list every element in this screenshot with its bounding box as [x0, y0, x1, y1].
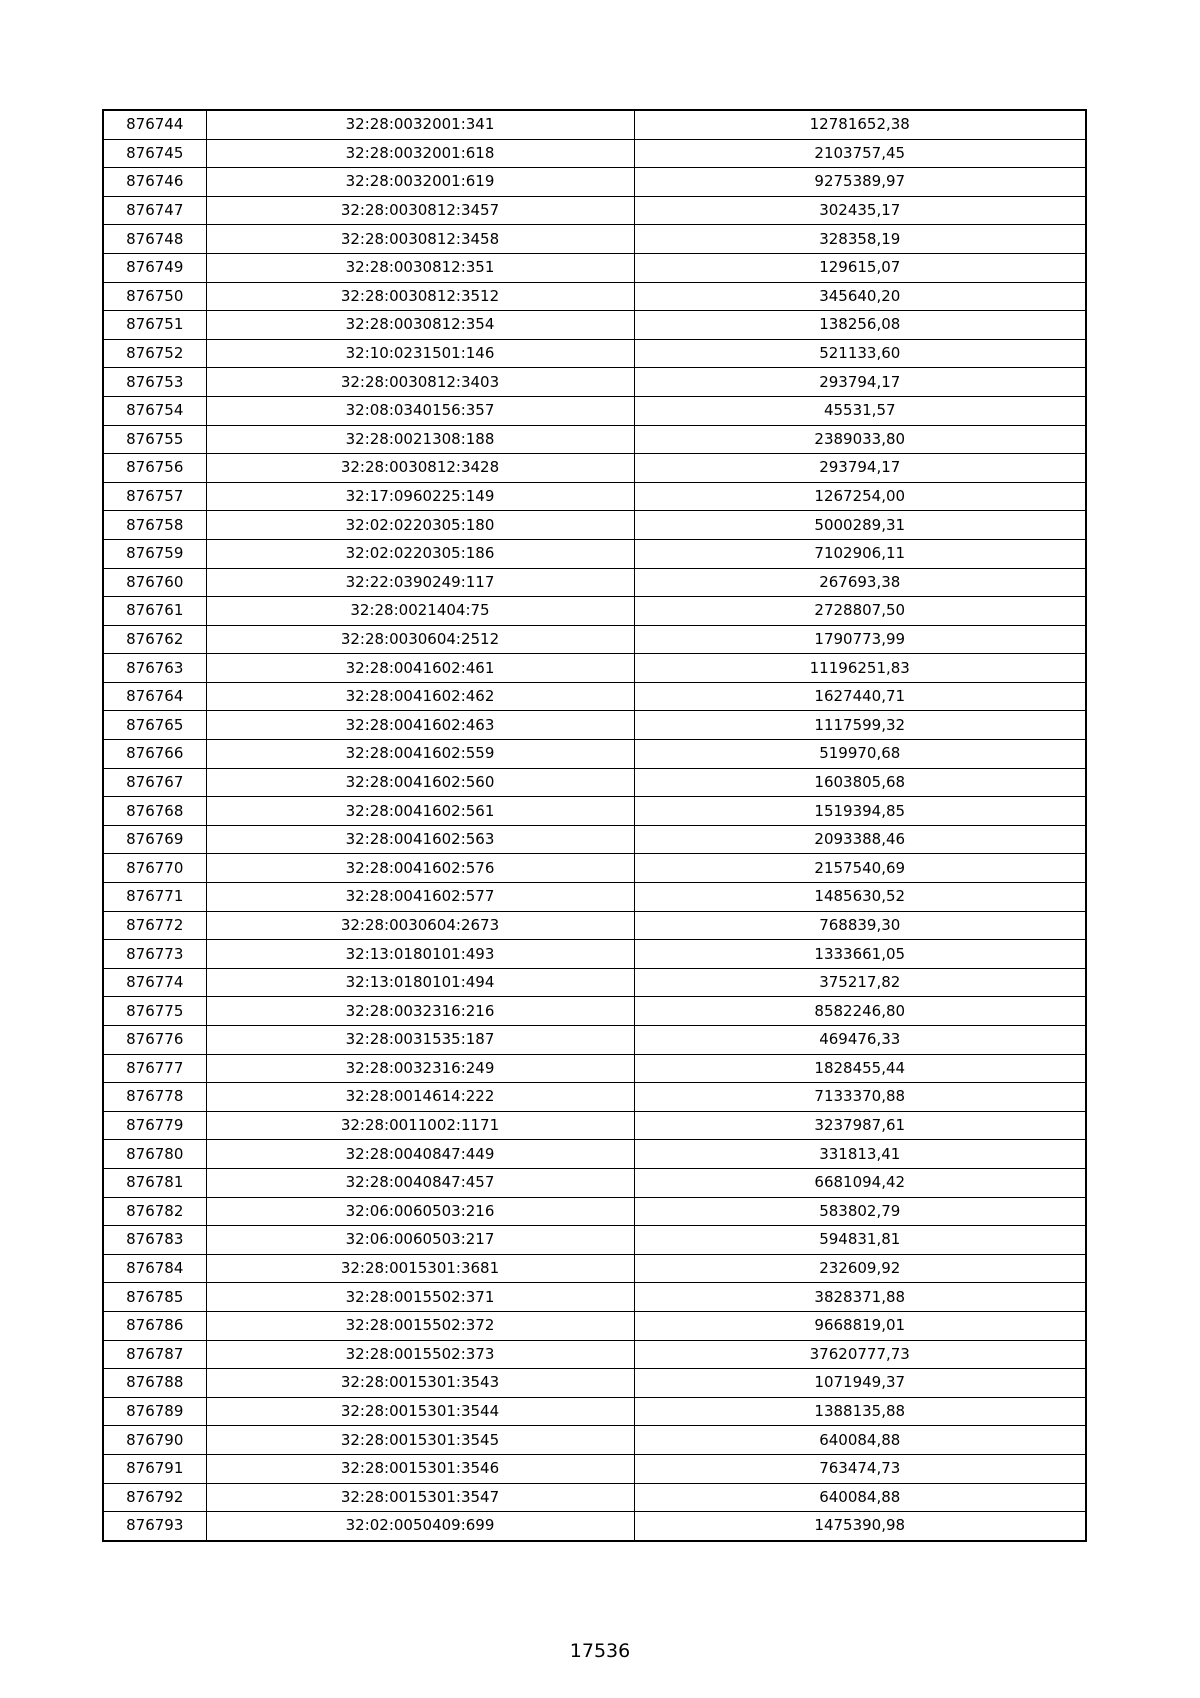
table-row [103, 825, 1086, 854]
cadastral-value-cell: 302435,17 [634, 196, 1086, 225]
row-id-cell: 876776 [103, 1026, 206, 1055]
cadastral-value-cell: 594831,81 [634, 1226, 1086, 1255]
row-id-cell: 876747 [103, 196, 206, 225]
cadastral-number-cell: 32:28:0015301:3545 [206, 1426, 634, 1455]
row-id-cell: 876782 [103, 1197, 206, 1226]
row-id-cell: 876763 [103, 654, 206, 683]
cadastral-value-cell: 2103757,45 [634, 139, 1086, 168]
table-row [103, 168, 1086, 197]
table-row [103, 797, 1086, 826]
row-id-cell: 876768 [103, 797, 206, 826]
table-row [103, 110, 1086, 139]
cadastral-value-cell: 6681094,42 [634, 1168, 1086, 1197]
cadastral-value-cell: 640084,88 [634, 1483, 1086, 1512]
cadastral-value-cell: 583802,79 [634, 1197, 1086, 1226]
page-number: 17536 [569, 1640, 631, 1662]
row-id-cell: 876746 [103, 168, 206, 197]
cadastral-number-cell: 32:28:0041602:577 [206, 883, 634, 912]
cadastral-number-cell: 32:28:0041602:561 [206, 797, 634, 826]
cadastral-number-cell: 32:13:0180101:493 [206, 940, 634, 969]
cadastral-number-cell: 32:28:0040847:449 [206, 1140, 634, 1169]
table-row [103, 1426, 1086, 1455]
row-id-cell: 876785 [103, 1283, 206, 1312]
table-row [103, 425, 1086, 454]
cadastral-value-cell: 7133370,88 [634, 1083, 1086, 1112]
cadastral-value-cell: 2157540,69 [634, 854, 1086, 883]
row-id-cell: 876771 [103, 883, 206, 912]
cadastral-number-cell: 32:28:0040847:457 [206, 1168, 634, 1197]
cadastral-value-cell: 3237987,61 [634, 1111, 1086, 1140]
cadastral-number-cell: 32:28:0041602:461 [206, 654, 634, 683]
cadastral-value-cell: 519970,68 [634, 740, 1086, 769]
table-row [103, 597, 1086, 626]
row-id-cell: 876790 [103, 1426, 206, 1455]
row-id-cell: 876772 [103, 911, 206, 940]
row-id-cell: 876774 [103, 968, 206, 997]
cadastral-number-cell: 32:10:0231501:146 [206, 339, 634, 368]
cadastral-number-cell: 32:28:0032316:216 [206, 997, 634, 1026]
cadastral-number-cell: 32:28:0030812:3512 [206, 282, 634, 311]
cadastral-value-cell: 1071949,37 [634, 1369, 1086, 1398]
table-row [103, 139, 1086, 168]
row-id-cell: 876760 [103, 568, 206, 597]
row-id-cell: 876791 [103, 1454, 206, 1483]
row-id-cell: 876745 [103, 139, 206, 168]
row-id-cell: 876773 [103, 940, 206, 969]
table-row [103, 654, 1086, 683]
table-row [103, 682, 1086, 711]
table-row [103, 1083, 1086, 1112]
cadastral-value-cell: 1790773,99 [634, 625, 1086, 654]
cadastral-number-cell: 32:28:0015301:3543 [206, 1369, 634, 1398]
cadastral-number-cell: 32:28:0015502:373 [206, 1340, 634, 1369]
row-id-cell: 876780 [103, 1140, 206, 1169]
table-row [103, 1397, 1086, 1426]
cadastral-number-cell: 32:28:0030812:3403 [206, 368, 634, 397]
table-row [103, 368, 1086, 397]
cadastral-number-cell: 32:28:0032001:618 [206, 139, 634, 168]
table-body [103, 110, 1086, 1541]
cadastral-value-cell: 129615,07 [634, 253, 1086, 282]
cadastral-number-cell: 32:28:0030812:3428 [206, 454, 634, 483]
cadastral-value-cell: 768839,30 [634, 911, 1086, 940]
row-id-cell: 876781 [103, 1168, 206, 1197]
table-row [103, 311, 1086, 340]
table-row [103, 253, 1086, 282]
table-row [103, 454, 1086, 483]
row-id-cell: 876767 [103, 768, 206, 797]
cadastral-value-cell: 293794,17 [634, 454, 1086, 483]
cadastral-number-cell: 32:28:0030604:2673 [206, 911, 634, 940]
row-id-cell: 876751 [103, 311, 206, 340]
row-id-cell: 876755 [103, 425, 206, 454]
row-id-cell: 876762 [103, 625, 206, 654]
cadastral-value-cell: 1627440,71 [634, 682, 1086, 711]
cadastral-number-cell: 32:28:0041602:576 [206, 854, 634, 883]
cadastral-value-cell: 375217,82 [634, 968, 1086, 997]
cadastral-number-cell: 32:28:0041602:559 [206, 740, 634, 769]
table-row [103, 568, 1086, 597]
table-row [103, 539, 1086, 568]
cadastral-number-cell: 32:08:0340156:357 [206, 396, 634, 425]
table-row [103, 911, 1086, 940]
cadastral-value-cell: 2093388,46 [634, 825, 1086, 854]
cadastral-value-cell: 640084,88 [634, 1426, 1086, 1455]
table-row [103, 997, 1086, 1026]
cadastral-number-cell: 32:28:0032001:619 [206, 168, 634, 197]
cadastral-value-cell: 11196251,83 [634, 654, 1086, 683]
table-row [103, 282, 1086, 311]
cadastral-number-cell: 32:06:0060503:216 [206, 1197, 634, 1226]
cadastral-value-cell: 1485630,52 [634, 883, 1086, 912]
cadastral-number-cell: 32:28:0041602:463 [206, 711, 634, 740]
table-row [103, 482, 1086, 511]
cadastral-number-cell: 32:28:0041602:560 [206, 768, 634, 797]
row-id-cell: 876744 [103, 110, 206, 139]
cadastral-value-cell: 1267254,00 [634, 482, 1086, 511]
row-id-cell: 876752 [103, 339, 206, 368]
cadastral-value-cell: 232609,92 [634, 1254, 1086, 1283]
cadastral-number-cell: 32:28:0014614:222 [206, 1083, 634, 1112]
table-row [103, 1226, 1086, 1255]
cadastral-value-cell: 12781652,38 [634, 110, 1086, 139]
row-id-cell: 876750 [103, 282, 206, 311]
table-row [103, 883, 1086, 912]
row-id-cell: 876777 [103, 1054, 206, 1083]
cadastral-value-cell: 763474,73 [634, 1454, 1086, 1483]
table-row [103, 1254, 1086, 1283]
table-row [103, 1111, 1086, 1140]
table-row [103, 740, 1086, 769]
cadastral-value-table [102, 109, 1087, 1542]
table-row [103, 1140, 1086, 1169]
row-id-cell: 876757 [103, 482, 206, 511]
row-id-cell: 876779 [103, 1111, 206, 1140]
cadastral-value-cell: 5000289,31 [634, 511, 1086, 540]
table-row [103, 768, 1086, 797]
table-row [103, 1483, 1086, 1512]
cadastral-number-cell: 32:28:0032316:249 [206, 1054, 634, 1083]
row-id-cell: 876769 [103, 825, 206, 854]
cadastral-number-cell: 32:28:0030812:3457 [206, 196, 634, 225]
row-id-cell: 876765 [103, 711, 206, 740]
table-row [103, 625, 1086, 654]
cadastral-number-cell: 32:28:0015502:371 [206, 1283, 634, 1312]
table-row [103, 1054, 1086, 1083]
row-id-cell: 876759 [103, 539, 206, 568]
cadastral-number-cell: 32:02:0050409:699 [206, 1512, 634, 1541]
row-id-cell: 876770 [103, 854, 206, 883]
cadastral-value-cell: 9275389,97 [634, 168, 1086, 197]
cadastral-value-cell: 1333661,05 [634, 940, 1086, 969]
row-id-cell: 876788 [103, 1369, 206, 1398]
cadastral-value-cell: 1519394,85 [634, 797, 1086, 826]
cadastral-number-cell: 32:28:0015301:3544 [206, 1397, 634, 1426]
table-row [103, 854, 1086, 883]
cadastral-number-cell: 32:13:0180101:494 [206, 968, 634, 997]
table-row [103, 940, 1086, 969]
row-id-cell: 876786 [103, 1311, 206, 1340]
cadastral-value-cell: 469476,33 [634, 1026, 1086, 1055]
table-row [103, 1168, 1086, 1197]
cadastral-number-cell: 32:17:0960225:149 [206, 482, 634, 511]
cadastral-number-cell: 32:28:0015301:3547 [206, 1483, 634, 1512]
row-id-cell: 876748 [103, 225, 206, 254]
cadastral-number-cell: 32:28:0030812:3458 [206, 225, 634, 254]
table-row [103, 1283, 1086, 1312]
cadastral-number-cell: 32:28:0015301:3681 [206, 1254, 634, 1283]
cadastral-value-cell: 8582246,80 [634, 997, 1086, 1026]
cadastral-value-cell: 267693,38 [634, 568, 1086, 597]
cadastral-value-cell: 9668819,01 [634, 1311, 1086, 1340]
cadastral-number-cell: 32:28:0015301:3546 [206, 1454, 634, 1483]
cadastral-value-cell: 138256,08 [634, 311, 1086, 340]
row-id-cell: 876749 [103, 253, 206, 282]
table-row [103, 1026, 1086, 1055]
cadastral-value-cell: 2728807,50 [634, 597, 1086, 626]
cadastral-number-cell: 32:06:0060503:217 [206, 1226, 634, 1255]
cadastral-number-cell: 32:28:0041602:462 [206, 682, 634, 711]
row-id-cell: 876758 [103, 511, 206, 540]
cadastral-number-cell: 32:28:0021308:188 [206, 425, 634, 454]
cadastral-number-cell: 32:28:0032001:341 [206, 110, 634, 139]
cadastral-value-cell: 1475390,98 [634, 1512, 1086, 1541]
table-row [103, 711, 1086, 740]
cadastral-value-cell: 1388135,88 [634, 1397, 1086, 1426]
row-id-cell: 876764 [103, 682, 206, 711]
cadastral-number-cell: 32:28:0021404:75 [206, 597, 634, 626]
table-row [103, 1512, 1086, 1541]
table-row [103, 511, 1086, 540]
row-id-cell: 876784 [103, 1254, 206, 1283]
row-id-cell: 876775 [103, 997, 206, 1026]
cadastral-value-cell: 37620777,73 [634, 1340, 1086, 1369]
cadastral-value-cell: 2389033,80 [634, 425, 1086, 454]
row-id-cell: 876754 [103, 396, 206, 425]
table-row [103, 1369, 1086, 1398]
cadastral-number-cell: 32:02:0220305:180 [206, 511, 634, 540]
row-id-cell: 876787 [103, 1340, 206, 1369]
row-id-cell: 876793 [103, 1512, 206, 1541]
table-row [103, 196, 1086, 225]
cadastral-value-cell: 1828455,44 [634, 1054, 1086, 1083]
cadastral-value-cell: 345640,20 [634, 282, 1086, 311]
table-row [103, 396, 1086, 425]
row-id-cell: 876783 [103, 1226, 206, 1255]
row-id-cell: 876789 [103, 1397, 206, 1426]
row-id-cell: 876761 [103, 597, 206, 626]
cadastral-number-cell: 32:28:0030604:2512 [206, 625, 634, 654]
row-id-cell: 876753 [103, 368, 206, 397]
cadastral-number-cell: 32:22:0390249:117 [206, 568, 634, 597]
cadastral-value-cell: 3828371,88 [634, 1283, 1086, 1312]
table-row [103, 1340, 1086, 1369]
cadastral-value-cell: 521133,60 [634, 339, 1086, 368]
table-row [103, 1454, 1086, 1483]
cadastral-value-cell: 1603805,68 [634, 768, 1086, 797]
cadastral-number-cell: 32:28:0011002:1171 [206, 1111, 634, 1140]
cadastral-number-cell: 32:28:0015502:372 [206, 1311, 634, 1340]
table-row [103, 968, 1086, 997]
row-id-cell: 876792 [103, 1483, 206, 1512]
cadastral-value-cell: 45531,57 [634, 396, 1086, 425]
cadastral-number-cell: 32:28:0041602:563 [206, 825, 634, 854]
cadastral-number-cell: 32:02:0220305:186 [206, 539, 634, 568]
table-row [103, 1197, 1086, 1226]
table-row [103, 1311, 1086, 1340]
table-row [103, 339, 1086, 368]
cadastral-value-cell: 293794,17 [634, 368, 1086, 397]
cadastral-value-cell: 331813,41 [634, 1140, 1086, 1169]
row-id-cell: 876778 [103, 1083, 206, 1112]
row-id-cell: 876766 [103, 740, 206, 769]
cadastral-value-cell: 328358,19 [634, 225, 1086, 254]
cadastral-number-cell: 32:28:0030812:351 [206, 253, 634, 282]
cadastral-value-cell: 1117599,32 [634, 711, 1086, 740]
row-id-cell: 876756 [103, 454, 206, 483]
cadastral-number-cell: 32:28:0031535:187 [206, 1026, 634, 1055]
table-row [103, 225, 1086, 254]
cadastral-number-cell: 32:28:0030812:354 [206, 311, 634, 340]
cadastral-value-cell: 7102906,11 [634, 539, 1086, 568]
